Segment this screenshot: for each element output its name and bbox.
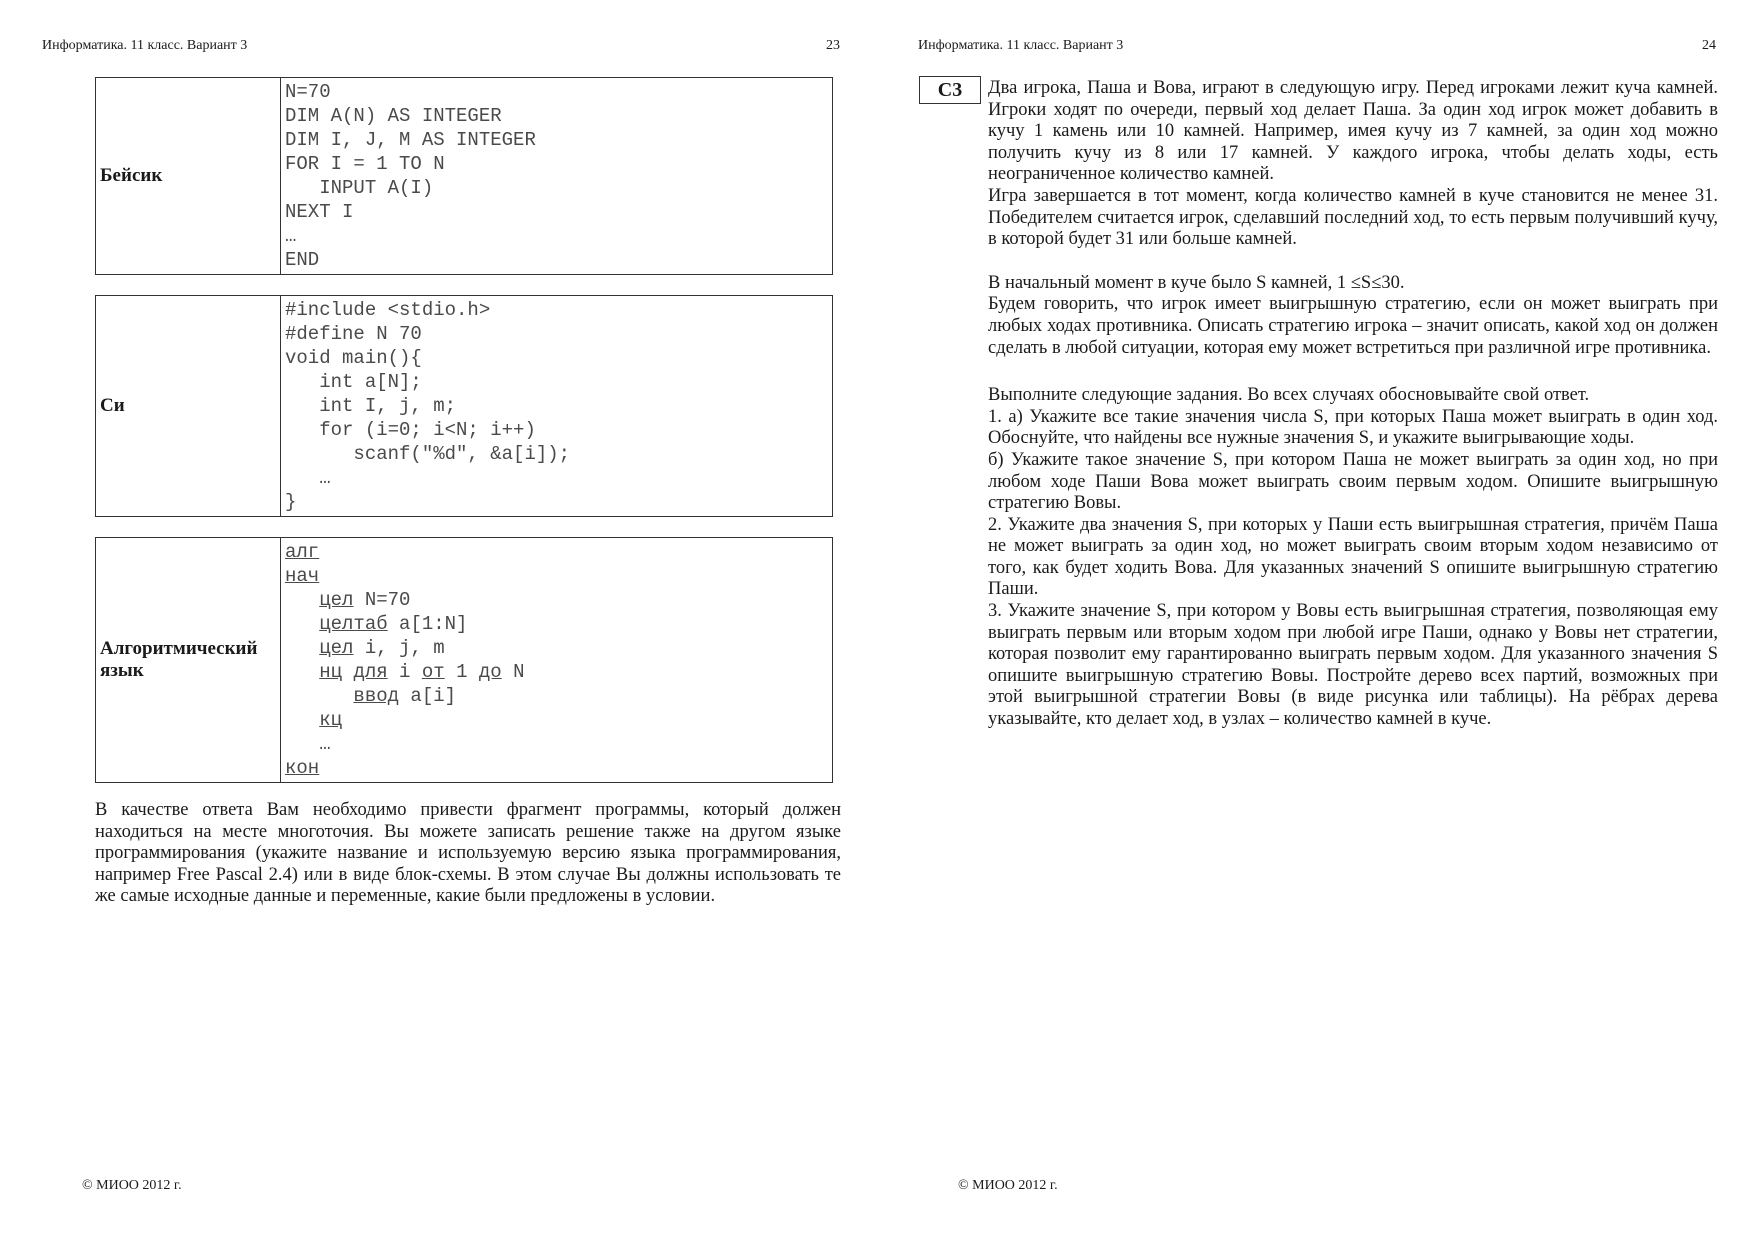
task-paragraph: б) Укажите такое значение S, при котором Паша не может выиграть за один ход, но при любом ходе Паши Вова может выиграть своим первым ходом. Опишите выигрышную стратегию Вовы. bbox=[988, 449, 1718, 514]
basic-label: Бейсик bbox=[96, 78, 281, 275]
code-line: int a[N]; bbox=[285, 371, 422, 393]
task-paragraph: 3. Укажите значение S, при котором у Вовы есть выигрышная стратегия, позволяющая ему выиграть первым или вторым ходом при любой игре Паши, однако у Вовы нет стратегии, которая позволит ему гарантированно выиграть первым ходом. Для указанного значения S опишите выигрышную стратегию Вовы. Постройте дерево всех партий, возможных при этой выигрышной стратегии Вовы (в виде рисунка или таблицы). На рёбрах дерева указывайте, кто делает ход, в узлах – количество камней в куче. bbox=[988, 601, 1718, 730]
c-code-table bbox=[95, 295, 833, 517]
footer-right: © МИОО 2012 г. bbox=[958, 1178, 1058, 1193]
code-line: DIM I, J, M AS INTEGER bbox=[285, 129, 536, 151]
code-line: FOR I = 1 TO N bbox=[285, 153, 445, 175]
header-left-page: 23 bbox=[826, 38, 840, 53]
alg-code bbox=[281, 538, 833, 783]
code-line: алг bbox=[285, 541, 320, 563]
code-line: цел i, j, m bbox=[319, 637, 445, 659]
task-paragraph: Два игрока, Паша и Вова, играют в следующую игру. Перед игроками лежит куча камней. Игроки ходят по очереди, первый ход делает Паша. За один ход игрок может добавить в кучу 1 камень или 10 камней. Например, имея кучу из 7 камней, за один ход можно получить кучу из 8 или 17 камней. У каждого игрока, чтобы делать ходы, есть неограниченное количество камней. bbox=[988, 78, 1718, 185]
code-line: нц для i от 1 до N bbox=[319, 661, 525, 683]
task-paragraph: 2. Укажите два значения S, при которых у Паши есть выигрышная стратегия, причём Паша не может выиграть за один ход, но может выиграть своим вторым ходом независимо от того, как будет ходить Вова. Для указанных значений S опишите выигрышную стратегию Паши. bbox=[988, 514, 1718, 600]
task-paragraph: 1. а) Укажите все такие значения числа S, при которых Паша может выиграть в один ход. Обоснуйте, что найдены все нужные значения S, и укажите выигрывающие ходы. bbox=[988, 406, 1718, 449]
code-line: DIM A(N) AS INTEGER bbox=[285, 105, 502, 127]
code-line: … bbox=[319, 733, 331, 755]
code-line: целтаб a[1:N] bbox=[319, 613, 468, 635]
code-line: нач bbox=[285, 565, 320, 587]
code-line: #define N 70 bbox=[285, 323, 422, 345]
alg-code-table bbox=[95, 537, 833, 783]
code-line: int I, j, m; bbox=[285, 395, 457, 417]
alg-label: Алгоритмический язык bbox=[96, 538, 281, 783]
code-line: кц bbox=[319, 709, 343, 731]
c-code bbox=[281, 296, 833, 517]
code-line: #include <stdio.h> bbox=[285, 299, 491, 321]
code-line: scanf("%d", &a[i]); bbox=[285, 443, 571, 465]
code-line: кон bbox=[285, 757, 320, 779]
code-line: N=70 bbox=[285, 81, 331, 103]
answer-instructions: В качестве ответа Вам необходимо привести фрагмент программы, который должен находиться на месте многоточия. Вы можете записать решение также на другом языке программирования (укажите название и используемую версию языка программирования, например Free Pascal 2.4) или в виде блок-схемы. В этом случае Вы должны использовать те же самые исходные данные и переменные, какие были предложены в условии. bbox=[95, 800, 841, 907]
task-paragraph: Выполните следующие задания. Во всех случаях обосновывайте свой ответ. bbox=[988, 385, 1590, 406]
code-line: … bbox=[285, 225, 297, 247]
code-line: } bbox=[285, 491, 297, 513]
task-badge: C3 bbox=[919, 76, 981, 104]
code-line: void main(){ bbox=[285, 347, 422, 369]
code-line: INPUT A(I) bbox=[285, 177, 434, 199]
header-right-page: 24 bbox=[1702, 38, 1716, 53]
task-paragraph: В начальный момент в куче было S камней, 1 ≤S≤30. bbox=[988, 272, 1405, 293]
task-paragraph: Будем говорить, что игрок имеет выигрышную стратегию, если он может выиграть при любых ходах противника. Описать стратегию игрока – значит описать, какой ход он должен сделать в любой ситуации, которая ему может встретиться при различной игре противника. bbox=[988, 294, 1718, 358]
header-right-title: Информатика. 11 класс. Вариант 3 bbox=[918, 38, 1124, 53]
code-line: ввод a[i] bbox=[353, 685, 457, 707]
basic-code-table bbox=[95, 77, 833, 275]
task-paragraph: Игра завершается в тот момент, когда количество камней в куче становится не менее 31. Победителем считается игрок, сделавший последний ход, то есть первым получивший кучу, в которой будет 31 или больше камней. bbox=[988, 185, 1718, 250]
task-text bbox=[988, 78, 1718, 731]
footer-left: © МИОО 2012 г. bbox=[82, 1178, 182, 1193]
header-left-title: Информатика. 11 класс. Вариант 3 bbox=[42, 38, 248, 53]
code-line: END bbox=[285, 249, 320, 271]
code-line: NEXT I bbox=[285, 201, 354, 223]
c-label: Си bbox=[96, 296, 281, 517]
code-line: цел N=70 bbox=[319, 589, 411, 611]
basic-code bbox=[281, 78, 833, 275]
code-line: … bbox=[285, 467, 331, 489]
code-line: for (i=0; i<N; i++) bbox=[285, 419, 536, 441]
